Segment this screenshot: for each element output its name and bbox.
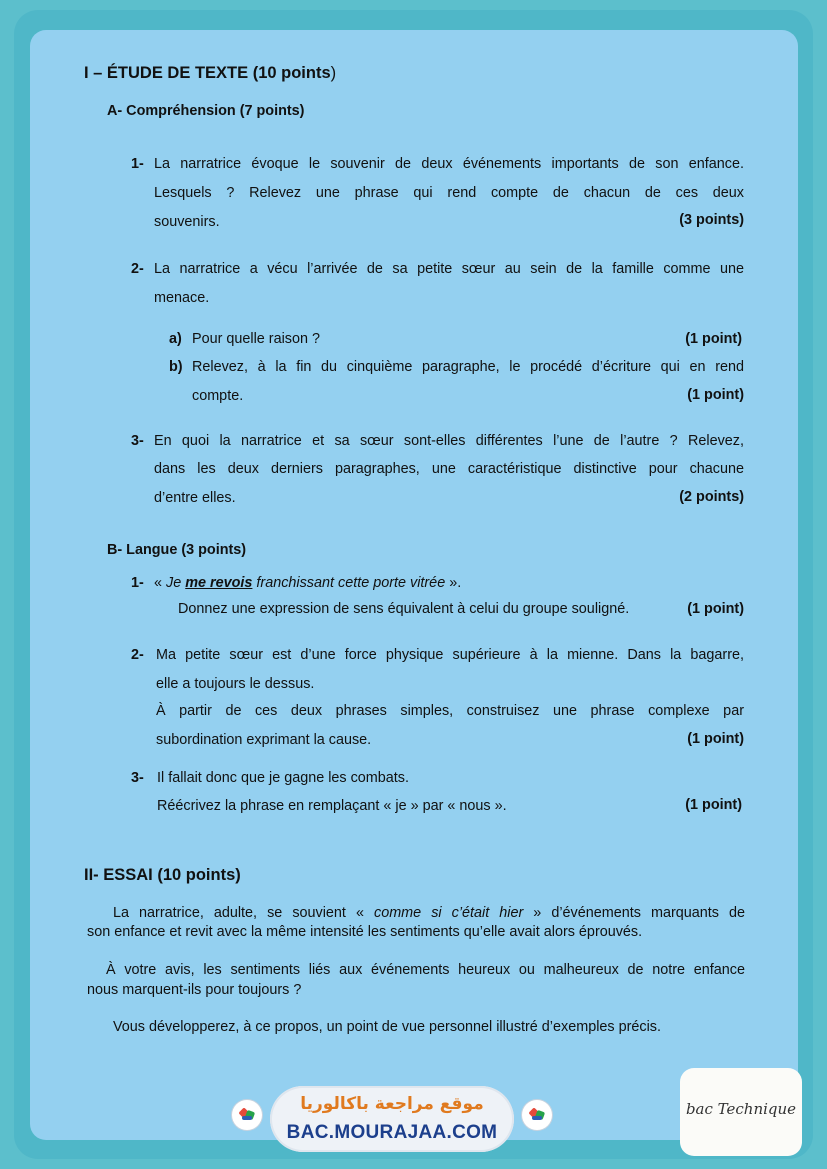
question-number: 1- bbox=[131, 156, 144, 172]
question-text: Relevez, à la fin du cinquième paragraphe, le procédé d’écriture qui en rend bbox=[192, 359, 744, 375]
points-label: (1 point) bbox=[685, 797, 742, 813]
essay-text: La narratrice, adulte, se souvient « comme si c’était hier » d’événements marquants de bbox=[113, 905, 745, 921]
site-name-arabic: موقع مراجعة باكالوريا bbox=[300, 1094, 484, 1114]
question-text: Pour quelle raison ? bbox=[192, 331, 320, 347]
section-2-title: II- ESSAI (10 points) bbox=[84, 866, 241, 884]
question-text: Ma petite sœur est d’une force physique supérieure à la mienne. Dans la bagarre, bbox=[156, 647, 744, 663]
question-text: Réécrivez la phrase en remplaçant « je » par « nous ». bbox=[157, 798, 507, 814]
question-number: 2- bbox=[131, 261, 144, 277]
question-text: elle a toujours le dessus. bbox=[156, 676, 315, 692]
question-text: compte. bbox=[192, 388, 244, 404]
bac-technique-stamp bbox=[680, 1068, 802, 1156]
question-text: En quoi la narratrice et sa sœur sont-elles différentes l’une de l’autre ? Relevez, bbox=[154, 433, 744, 449]
essay-text: nous marquent-ils pour toujours ? bbox=[87, 982, 302, 998]
question-number: 3- bbox=[131, 770, 144, 786]
question-number: 1- bbox=[131, 575, 144, 591]
question-text: Il fallait donc que je gagne les combats. bbox=[157, 770, 409, 786]
section-1-title: I – ÉTUDE DE TEXTE (10 points) bbox=[84, 64, 337, 82]
points-label: (1 point) bbox=[687, 731, 744, 747]
question-text: Lesquels ? Relevez une phrase qui rend compte de chacun de ces deux bbox=[154, 185, 744, 201]
question-text: La narratrice évoque le souvenir de deux événements importants de son enfance. bbox=[154, 156, 744, 172]
question-text: menace. bbox=[154, 290, 210, 306]
site-logo-icon bbox=[232, 1100, 262, 1130]
part-a-title: A- Compréhension (7 points) bbox=[107, 103, 305, 119]
stamp-text: bac Technique bbox=[685, 1100, 797, 1118]
part-b-title: B- Langue (3 points) bbox=[107, 542, 247, 558]
essay-text: À votre avis, les sentiments liés aux événements heureux ou malheureux de notre enfance bbox=[106, 962, 745, 978]
question-text: À partir de ces deux phrases simples, construisez une phrase complexe par bbox=[156, 703, 744, 719]
question-text: d’entre elles. bbox=[154, 490, 236, 506]
question-number: 3- bbox=[131, 433, 144, 449]
question-text: souvenirs. bbox=[154, 214, 220, 230]
points-label: (2 points) bbox=[679, 489, 744, 505]
question-text: subordination exprimant la cause. bbox=[156, 732, 372, 748]
sub-question-label: a) bbox=[169, 331, 182, 347]
question-text: Donnez une expression de sens équivalent à celui du groupe souligné. bbox=[178, 601, 630, 617]
points-label: (3 points) bbox=[679, 212, 744, 228]
site-url-link[interactable]: BAC.MOURAJAA.COM bbox=[286, 1122, 498, 1143]
underlined-group: me revois bbox=[185, 575, 253, 591]
site-logo-icon bbox=[522, 1100, 552, 1130]
sub-question-label: b) bbox=[169, 359, 183, 375]
question-number: 2- bbox=[131, 647, 144, 663]
quoted-sentence: « Je me revois franchissant cette porte vitrée ». bbox=[154, 575, 462, 591]
question-text: dans les deux derniers paragraphes, une caractéristique distinctive pour chacune bbox=[154, 461, 744, 477]
points-label: (1 point) bbox=[687, 387, 744, 403]
points-label: (1 point) bbox=[687, 601, 744, 617]
question-text: La narratrice a vécu l’arrivée de sa petite sœur au sein de la famille comme une bbox=[154, 261, 744, 277]
points-label: (1 point) bbox=[685, 331, 742, 347]
essay-text: son enfance et revit avec la même intensité les sentiments qu’elle avait alors éprouvés. bbox=[87, 924, 643, 940]
essay-text: Vous développerez, à ce propos, un point de vue personnel illustré d’exemples précis. bbox=[113, 1019, 661, 1035]
site-banner[interactable] bbox=[270, 1086, 514, 1152]
